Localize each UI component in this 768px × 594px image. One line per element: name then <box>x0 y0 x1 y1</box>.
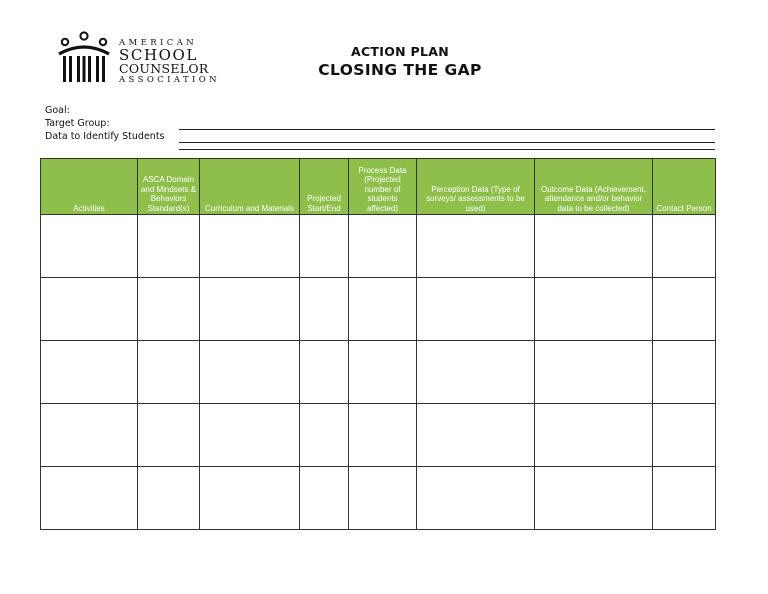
table-row <box>41 341 716 404</box>
action-plan-table <box>40 158 716 530</box>
table-cell[interactable] <box>417 341 535 404</box>
table-cell[interactable] <box>653 215 716 278</box>
table-cell[interactable] <box>200 278 300 341</box>
logo-line-association: ASSOCIATION <box>119 75 220 85</box>
table-cell[interactable] <box>535 341 653 404</box>
table-cell[interactable] <box>200 467 300 530</box>
data-identify-line-2[interactable] <box>179 149 715 150</box>
table-cell[interactable] <box>300 341 349 404</box>
table-cell[interactable] <box>200 404 300 467</box>
table-cell[interactable] <box>300 215 349 278</box>
table-cell[interactable] <box>417 278 535 341</box>
data-identify-line[interactable] <box>179 142 715 143</box>
plan-fields <box>45 105 715 157</box>
page-subtitle: CLOSING THE GAP <box>318 61 482 79</box>
table-cell[interactable] <box>138 215 200 278</box>
table-cell[interactable] <box>535 215 653 278</box>
table-cell[interactable] <box>41 404 138 467</box>
table-cell[interactable] <box>138 404 200 467</box>
logo-line-counselor: COUNSELOR <box>119 61 209 76</box>
logo-wordmark <box>119 38 220 85</box>
table-cell[interactable] <box>138 278 200 341</box>
table-cell[interactable] <box>138 341 200 404</box>
table-row <box>41 467 716 530</box>
data-identify-label: Data to Identify Students <box>45 131 165 142</box>
title-block <box>300 44 500 79</box>
table-cell[interactable] <box>653 341 716 404</box>
table-cell[interactable] <box>300 278 349 341</box>
col-process-data: Process Data (Projected number of students affected) <box>349 159 417 215</box>
target-group-field <box>45 118 715 131</box>
table-cell[interactable] <box>417 404 535 467</box>
goal-field <box>45 105 715 118</box>
table-cell[interactable] <box>653 467 716 530</box>
table-cell[interactable] <box>535 404 653 467</box>
table-row <box>41 404 716 467</box>
table-cell[interactable] <box>349 467 417 530</box>
page-title: ACTION PLAN <box>350 44 450 59</box>
col-asca-domain: ASCA Domain and Mindsets & Behaviors Standard(s) <box>138 159 200 215</box>
table-cell[interactable] <box>41 215 138 278</box>
table-cell[interactable] <box>535 467 653 530</box>
table-cell[interactable] <box>200 341 300 404</box>
logo-line-school: SCHOOL <box>119 46 198 64</box>
table-cell[interactable] <box>417 215 535 278</box>
col-perception-data: Perception Data (Type of surveys/ assessments to be used) <box>417 159 535 215</box>
table-cell[interactable] <box>349 404 417 467</box>
extra-line-row <box>45 144 715 157</box>
table-cell[interactable] <box>138 467 200 530</box>
goal-label: Goal: <box>45 105 70 116</box>
table-cell[interactable] <box>41 341 138 404</box>
target-group-label: Target Group: <box>45 118 110 129</box>
logo-line-american: AMERICAN <box>119 38 198 48</box>
table-row <box>41 278 716 341</box>
table-cell[interactable] <box>41 467 138 530</box>
table-cell[interactable] <box>653 404 716 467</box>
table-cell[interactable] <box>349 341 417 404</box>
asca-logo <box>55 30 225 90</box>
col-curriculum: Curriculum and Materials <box>200 159 300 215</box>
target-group-line[interactable] <box>179 129 715 130</box>
table-cell[interactable] <box>300 467 349 530</box>
table-cell[interactable] <box>653 278 716 341</box>
table-cell[interactable] <box>535 278 653 341</box>
table-cell[interactable] <box>349 215 417 278</box>
table-row <box>41 215 716 278</box>
table-cell[interactable] <box>200 215 300 278</box>
col-projected: Projected Start/End <box>300 159 349 215</box>
table-cell[interactable] <box>349 278 417 341</box>
col-activities: Activities <box>41 159 138 215</box>
table-cell[interactable] <box>300 404 349 467</box>
table-header-row <box>41 159 716 215</box>
col-contact-person: Contact Person <box>653 159 716 215</box>
table-cell[interactable] <box>41 278 138 341</box>
data-identify-field <box>45 131 715 144</box>
col-outcome-data: Outcome Data (Achievement, attendance and/or behavior data to be collected) <box>535 159 653 215</box>
asca-logo-icon <box>55 30 113 90</box>
table-cell[interactable] <box>417 467 535 530</box>
